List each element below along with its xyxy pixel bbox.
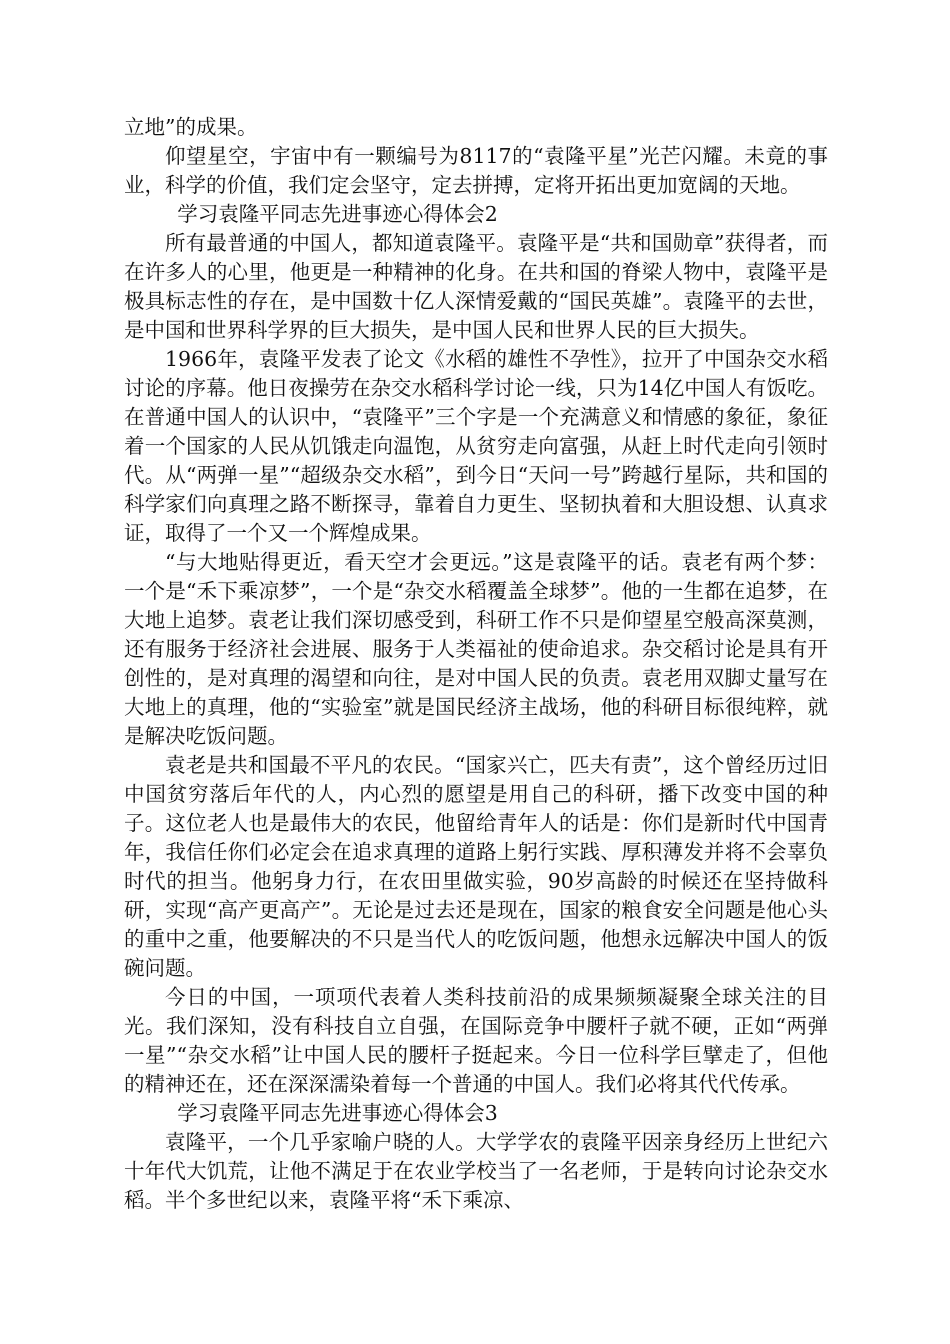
paragraph: 袁老是共和国最不平凡的农民。“国家兴亡，匹夫有责”，这个曾经历过旧中国贫穷落后年代的人，内心烈的愿望是用自己的科研，播下改变中国的种子。这位老人也是最伟大的农民，他留给青年人的话是：你们是新时代中国青年，我信任你们必定会在追求真理的道路上躬行实践、厚积薄发并将不会辜负时代的担当。他躬身力行，在农田里做实验，90岁高龄的时候还在坚持做科研，实现“高产更高产”。无论是过去还是现在，国家的粮食安全问题是他心头的重中之重，他要解决的不只是当代人的吃饭问题，他想永远解决中国人的饭碗问题。 bbox=[124, 753, 828, 980]
paragraph: 所有最普通的中国人，都知道袁隆平。袁隆平是“共和国勋章”获得者，而在许多人的心里，他更是一种精神的化身。在共和国的脊梁人物中，袁隆平是极具标志性的存在，是中国数十亿人深情爱戴的“国民英雄”。袁隆平的去世，是中国和世界科学界的巨大损失，是中国人民和世界人民的巨大损失。 bbox=[124, 231, 828, 342]
paragraph: 1966年，袁隆平发表了论文《水稻的雄性不孕性》，拉开了中国杂交水稻讨论的序幕。他日夜操劳在杂交水稻科学讨论一线，只为14亿中国人有饭吃。在普通中国人的认识中，“袁隆平”三个字是一个充满意义和情感的象征，象征着一个国家的人民从饥饿走向温饱，从贫穷走向富强，从赶上时代走向引领时代。从“两弹一星”“超级杂交水稻”，到今日“天问一号”跨越行星际，共和国的科学家们向真理之路不断探寻，靠着自力更生、坚韧执着和大胆设想、认真求证，取得了一个又一个辉煌成果。 bbox=[124, 347, 828, 545]
section-heading-2: 学习袁隆平同志先进事迹心得体会2 bbox=[177, 202, 498, 226]
paragraph-continuation: 立地”的成果。 bbox=[124, 115, 258, 139]
paragraph: 袁隆平，一个几乎家喻户晓的人。大学学农的袁隆平因亲身经历上世纪六十年代大饥荒，让他不满足于在农业学校当了一名老师，于是转向讨论杂交水稻。半个多世纪以来，袁隆平将“禾下乘凉、 bbox=[124, 1130, 828, 1212]
paragraph: “与大地贴得更近，看天空才会更远。”这是袁隆平的话。袁老有两个梦：一个是“禾下乘凉梦”，一个是“杂交水稻覆盖全球梦”。他的一生都在追梦，在大地上追梦。袁老让我们深切感受到，科研工作不只是仰望星空般高深莫测，还有服务于经济社会进展、服务于人类福祉的使命追求。杂交稻讨论是具有开创性的，是对真理的渴望和向往，是对中国人民的负责。袁老用双脚丈量写在大地上的真理，他的“实验室”就是国民经济主战场，他的科研目标很纯粹，就是解决吃饭问题。 bbox=[124, 550, 828, 748]
section-heading-3: 学习袁隆平同志先进事迹心得体会3 bbox=[177, 1101, 498, 1125]
paragraph-star: 仰望星空，宇宙中有一颗编号为8117的“袁隆平星”光芒闪耀。未竟的事业，科学的价值，我们定会坚守，定去拼搏，定将开拓出更加宽阔的天地。 bbox=[124, 144, 828, 197]
document-body bbox=[124, 113, 828, 1215]
paragraph: 今日的中国，一项项代表着人类科技前沿的成果频频凝聚全球关注的目光。我们深知，没有科技自立自强，在国际竞争中腰杆子就不硬，正如“两弹一星”“杂交水稻”让中国人民的腰杆子挺起来。今日一位科学巨擘走了，但他的精神还在，还在深深濡染着每一个普通的中国人。我们必将其代代传承。 bbox=[124, 985, 828, 1096]
